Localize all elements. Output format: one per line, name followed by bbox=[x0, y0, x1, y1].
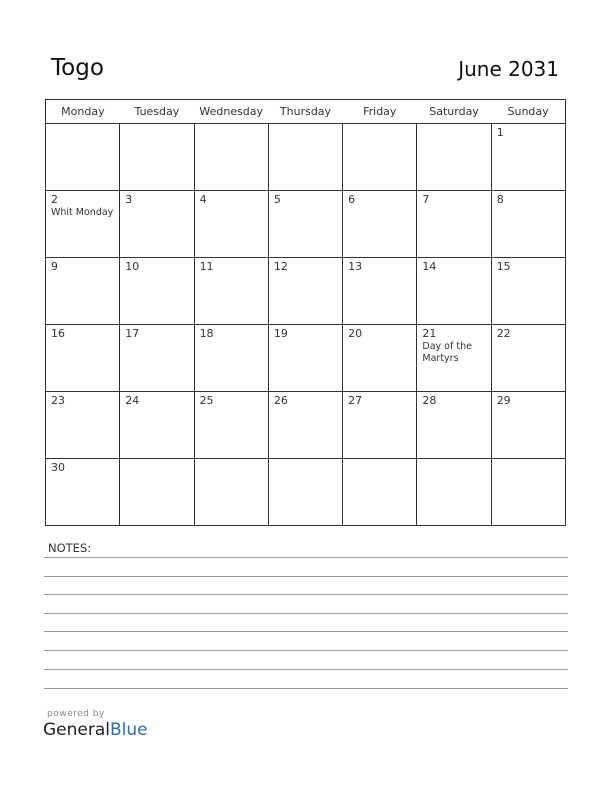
week-row bbox=[46, 392, 566, 459]
day-number: 24 bbox=[125, 394, 140, 407]
day-cell bbox=[491, 124, 565, 191]
day-number: 29 bbox=[496, 394, 511, 407]
day-cell bbox=[417, 459, 491, 526]
note-line bbox=[44, 557, 568, 558]
brand-blue: Blue bbox=[110, 720, 148, 740]
day-number: 16 bbox=[51, 327, 65, 340]
day-number: 23 bbox=[51, 394, 65, 407]
day-number: 26 bbox=[273, 394, 288, 407]
day-number: 8 bbox=[496, 193, 504, 206]
week-row bbox=[46, 124, 566, 191]
weekday-saturday: Saturday bbox=[417, 100, 491, 124]
day-cell bbox=[417, 191, 491, 258]
weekday-monday: Monday bbox=[46, 100, 120, 124]
day-cell bbox=[120, 325, 194, 392]
week-row bbox=[46, 325, 566, 392]
day-number: 18 bbox=[199, 327, 214, 340]
week-row bbox=[46, 459, 566, 526]
day-cell bbox=[194, 258, 268, 325]
day-cell bbox=[343, 459, 417, 526]
day-cell bbox=[491, 325, 565, 392]
day-cell bbox=[194, 325, 268, 392]
weekday-tuesday: Tuesday bbox=[120, 100, 194, 124]
day-number: 4 bbox=[199, 193, 207, 206]
day-cell bbox=[417, 392, 491, 459]
day-cell bbox=[268, 258, 342, 325]
weekday-thursday: Thursday bbox=[268, 100, 342, 124]
day-number: 22 bbox=[496, 327, 511, 340]
day-number: 14 bbox=[422, 260, 437, 273]
holiday-label: Whit Monday bbox=[51, 207, 114, 218]
day-cell bbox=[491, 191, 565, 258]
day-number: 15 bbox=[496, 260, 511, 273]
day-number: 19 bbox=[273, 327, 288, 340]
day-number: 28 bbox=[422, 394, 437, 407]
day-cell bbox=[46, 258, 120, 325]
day-cell bbox=[194, 124, 268, 191]
day-cell bbox=[46, 191, 120, 258]
note-line bbox=[44, 613, 568, 614]
brand-logo[interactable] bbox=[43, 720, 148, 740]
day-cell bbox=[268, 392, 342, 459]
day-number: 12 bbox=[273, 260, 288, 273]
day-number: 11 bbox=[199, 260, 214, 273]
day-cell bbox=[194, 392, 268, 459]
day-cell bbox=[417, 258, 491, 325]
day-number: 7 bbox=[422, 193, 430, 206]
note-line bbox=[44, 669, 568, 670]
day-number: 27 bbox=[348, 394, 363, 407]
day-cell bbox=[46, 325, 120, 392]
day-cell bbox=[343, 325, 417, 392]
day-cell bbox=[343, 258, 417, 325]
day-cell bbox=[491, 392, 565, 459]
day-number: 13 bbox=[348, 260, 363, 273]
day-cell bbox=[491, 459, 565, 526]
day-number: 2 bbox=[51, 193, 58, 206]
day-cell bbox=[120, 258, 194, 325]
day-cell bbox=[46, 124, 120, 191]
day-cell bbox=[268, 191, 342, 258]
day-number: 5 bbox=[273, 193, 281, 206]
holiday-label: Day of the Martyrs bbox=[422, 341, 472, 364]
day-number: 20 bbox=[348, 327, 363, 340]
day-cell bbox=[46, 459, 120, 526]
month-year-title: June 2031 bbox=[458, 57, 559, 81]
day-cell bbox=[120, 459, 194, 526]
note-line bbox=[44, 688, 568, 689]
day-cell bbox=[268, 325, 342, 392]
day-number: 1 bbox=[496, 126, 504, 139]
weekday-header-row bbox=[46, 100, 566, 124]
day-cell bbox=[120, 392, 194, 459]
day-number: 21 bbox=[422, 327, 437, 340]
day-number: 3 bbox=[125, 193, 133, 206]
note-line bbox=[44, 594, 568, 595]
weekday-wednesday: Wednesday bbox=[194, 100, 268, 124]
day-cell bbox=[417, 124, 491, 191]
note-line bbox=[44, 650, 568, 651]
day-number: 10 bbox=[125, 260, 140, 273]
brand-general: General bbox=[43, 720, 110, 740]
day-cell bbox=[491, 258, 565, 325]
day-cell bbox=[120, 191, 194, 258]
powered-by-text: powered by bbox=[47, 709, 105, 719]
note-line bbox=[44, 576, 568, 577]
day-cell bbox=[343, 392, 417, 459]
day-cell bbox=[417, 325, 491, 392]
day-cell bbox=[343, 124, 417, 191]
notes-label: NOTES: bbox=[48, 541, 92, 555]
day-number: 25 bbox=[199, 394, 214, 407]
day-cell bbox=[194, 191, 268, 258]
calendar-grid bbox=[45, 99, 566, 526]
country-title: Togo bbox=[51, 55, 104, 81]
weekday-friday: Friday bbox=[343, 100, 417, 124]
week-row bbox=[46, 191, 566, 258]
day-cell bbox=[46, 392, 120, 459]
weekday-sunday: Sunday bbox=[491, 100, 565, 124]
week-row bbox=[46, 258, 566, 325]
day-number: 30 bbox=[51, 461, 65, 474]
day-number: 6 bbox=[348, 193, 356, 206]
day-number: 9 bbox=[51, 260, 58, 273]
day-cell bbox=[343, 191, 417, 258]
day-cell bbox=[194, 459, 268, 526]
day-cell bbox=[120, 124, 194, 191]
day-number: 17 bbox=[125, 327, 140, 340]
day-cell bbox=[268, 124, 342, 191]
day-cell bbox=[268, 459, 342, 526]
note-line bbox=[44, 631, 568, 632]
